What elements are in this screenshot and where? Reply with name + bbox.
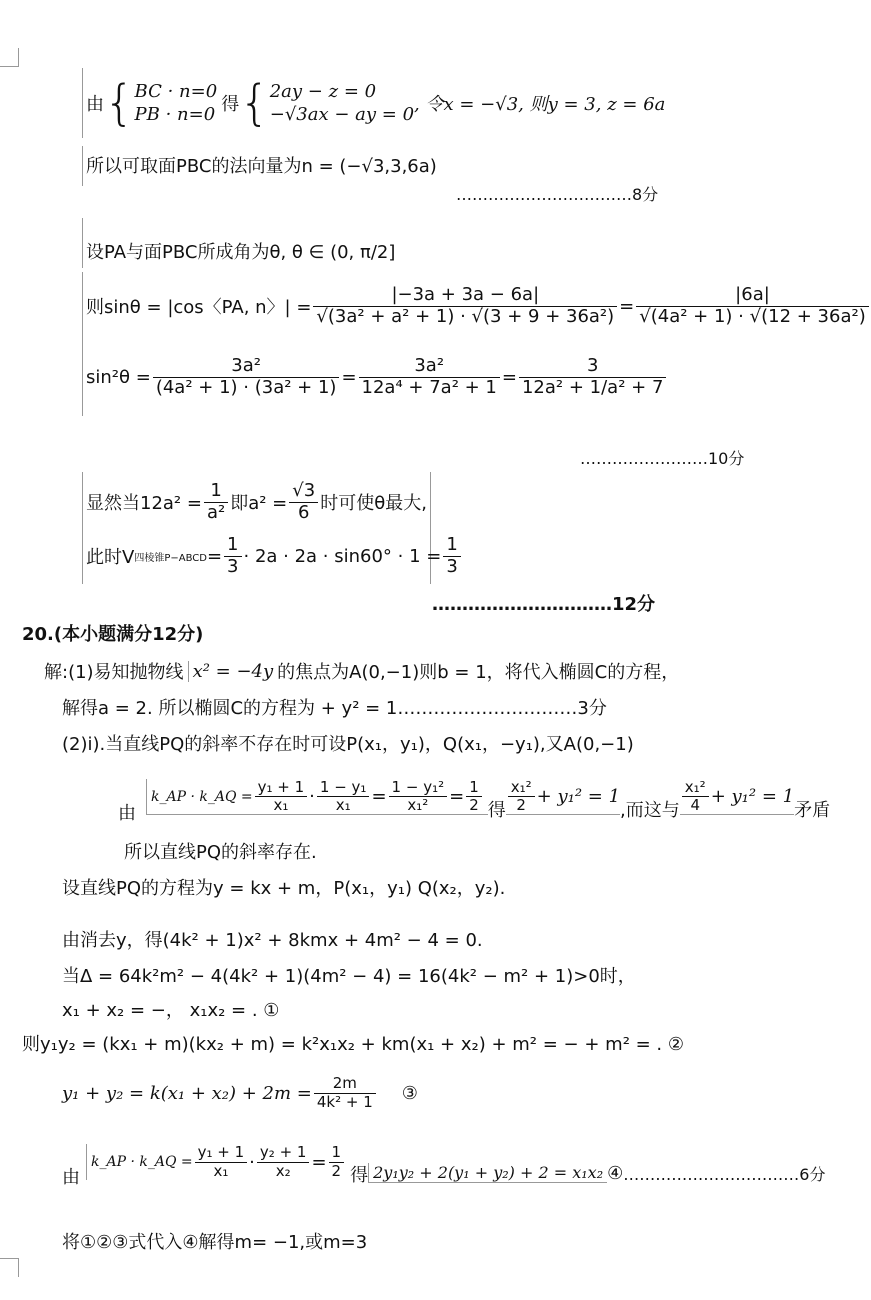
text: 即a² = bbox=[230, 493, 288, 514]
line-sin-theta bbox=[86, 278, 871, 334]
page-corner-mark bbox=[0, 48, 19, 67]
text: y₁ + y₂ = k(x₁ + x₂) + 2m = bbox=[62, 1082, 312, 1104]
text: 显然当12a² = bbox=[86, 493, 202, 514]
solution-line-1 bbox=[44, 658, 679, 684]
text: 此时V bbox=[86, 547, 135, 568]
equation: x² = −4y bbox=[188, 661, 274, 682]
text: 解:(1)易知抛物线 bbox=[44, 662, 184, 683]
text: ,而这与 bbox=[620, 800, 680, 821]
solution-line-10: 则y₁y₂ = (kx₁ + m)(kx₂ + m) = k²x₁x₂ + km(x₁ + x₂) + m² = − + m² = . ② bbox=[22, 1034, 685, 1055]
text: · 2a · 2a · sin60° · 1 = bbox=[243, 545, 442, 567]
text: 得 bbox=[350, 1165, 369, 1186]
text: = bbox=[371, 786, 387, 807]
solution-line-7: 由消去y，得(4k² + 1)x² + 8kmx + 4m² − 4 = 0. bbox=[62, 930, 483, 951]
fraction: $\frac{\text{y₁ + 1}}{\text{x₁}}$ bbox=[195, 1144, 248, 1180]
solution-line-8: 当Δ = 64k²m² − 4(4k² + 1)(4m² − 4) = 16(4k² − m² + 1)>0时， bbox=[62, 966, 636, 987]
text: + y₁² = 1 bbox=[536, 786, 621, 807]
fraction: $\frac{1}{3}$ bbox=[443, 535, 460, 577]
frame-line bbox=[82, 146, 83, 186]
text: k_AP · k_AQ = bbox=[151, 788, 253, 805]
text: ④ bbox=[607, 1162, 624, 1184]
fraction: $\frac{\text{y₁ + 1}}{\text{x₁}}$ bbox=[255, 779, 308, 815]
solution-line-5: 所以直线PQ的斜率存在. bbox=[124, 842, 317, 863]
question-20-title: 20.(本小题满分12分) bbox=[22, 624, 204, 645]
fraction: $\frac{1}{\text{a²}}$ bbox=[204, 481, 228, 523]
text: k_AP · k_AQ = bbox=[91, 1154, 193, 1170]
text: = bbox=[449, 786, 465, 807]
fraction: $\frac{2m}{\text{4k² + 1}}$ bbox=[314, 1075, 376, 1111]
text: · bbox=[249, 1151, 255, 1173]
line-max-condition bbox=[86, 478, 427, 526]
fraction: $\frac{\text{3a²}}{\text{12a⁴ + 7a² + 1}}$ bbox=[359, 356, 500, 398]
fraction: $\frac{1}{2}$ bbox=[329, 1144, 345, 1180]
text: 得 bbox=[487, 800, 506, 821]
line-sin2-theta bbox=[86, 346, 668, 408]
fraction: $\frac{1}{2}$ bbox=[466, 779, 482, 815]
score-10: ……………………10分 bbox=[580, 449, 745, 468]
line-volume bbox=[86, 532, 463, 580]
line-normal-vector: 所以可取面PBC的法向量为n = (−√3,3,6a) bbox=[86, 156, 437, 177]
fraction: $\frac{3}{\text{12a² + 1/a² + 7}}$ bbox=[519, 356, 666, 398]
text: ③ bbox=[401, 1082, 418, 1104]
frame-line bbox=[82, 68, 83, 138]
fraction: $\frac{\text{1 − y₁}}{\text{x₁}}$ bbox=[317, 779, 370, 815]
score-6: ……………………………6分 bbox=[623, 1164, 826, 1184]
text: 矛盾 bbox=[794, 800, 831, 821]
system-1: BC · n=0 PB · n=0 bbox=[134, 80, 218, 125]
text: = bbox=[311, 1151, 327, 1173]
line-normal-system bbox=[86, 70, 665, 136]
fraction: $\frac{\text{y₂ + 1}}{\text{x₂}}$ bbox=[257, 1144, 310, 1180]
brace: { bbox=[239, 75, 270, 131]
fraction: $\frac{√3}{6}$ bbox=[289, 481, 318, 523]
subscript: 四棱锥P−ABCD bbox=[134, 552, 207, 564]
text: 时可使θ最大, bbox=[320, 493, 427, 514]
solution-line-13: 将①②③式代入④解得m= −1,或m=3 bbox=[62, 1232, 368, 1253]
text: 的焦点为A(0,−1)则b = 1，将代入椭圆C的方程， bbox=[277, 662, 680, 683]
text: 则sinθ = |cos〈PA, n〉| = bbox=[86, 297, 312, 318]
fraction: $\frac{|6a|}{\text{√(4a² + 1) · √(12 + 36a²)}}$ bbox=[636, 285, 868, 327]
fraction: $\frac{\text{1 − y₁²}}{\text{x₁²}}$ bbox=[389, 779, 448, 815]
text: 由 bbox=[86, 94, 104, 115]
equation: 2y₁y₂ + 2(y₁ + y₂) + 2 = x₁x₂ bbox=[368, 1163, 607, 1183]
text: + y₁² = 1 bbox=[710, 786, 795, 807]
frame-line bbox=[82, 272, 83, 340]
text: · bbox=[309, 786, 315, 807]
solution-line-6: 设直线PQ的方程为y = kx + m，P(x₁，y₁) Q(x₂，y₂). bbox=[62, 878, 506, 899]
text: = bbox=[501, 366, 517, 388]
text: sin²θ = bbox=[86, 366, 151, 388]
solution-line-12 bbox=[62, 1134, 825, 1190]
text: 由 bbox=[118, 803, 136, 824]
fraction: $\frac{\text{3a²}}{\text{(4a² + 1) · (3a² + 1)}}$ bbox=[153, 356, 340, 398]
solution-line-3: (2)i).当直线PQ的斜率不存在时可设P(x₁，y₁)，Q(x₁，−y₁),又A(0,−1) bbox=[62, 734, 634, 755]
text: 得 bbox=[221, 94, 240, 115]
frame-line bbox=[82, 472, 83, 584]
line-angle-def: 设PA与面PBC所成角为θ, θ ∈ (0, π/2] bbox=[86, 242, 396, 263]
fraction: $\frac{1}{3}$ bbox=[224, 535, 241, 577]
score-8: ……………………………8分 bbox=[456, 185, 659, 204]
solution-line-2: 解得a = 2. 所以椭圆C的方程为 + y² = 1…………………………3分 bbox=[62, 698, 607, 719]
fraction: $\frac{\text{x₁²}}{2}$ bbox=[508, 779, 535, 815]
text: = bbox=[341, 366, 357, 388]
system-2: 2ay − z = 0 −√3ax − ay = 0 bbox=[269, 80, 415, 125]
frame-line bbox=[82, 340, 83, 416]
brace: { bbox=[104, 75, 135, 131]
score-12: …………………………12分 bbox=[432, 594, 656, 615]
text: = bbox=[206, 545, 223, 567]
solution-line-4 bbox=[118, 766, 830, 828]
text: , 令x = −√3, 则y = 3, z = 6a bbox=[414, 94, 666, 115]
text: = bbox=[619, 295, 635, 317]
frame-line bbox=[82, 218, 83, 268]
page-corner-mark bbox=[0, 1258, 19, 1277]
text: 由 bbox=[62, 1167, 80, 1188]
solution-line-9: x₁ + x₂ = −， x₁x₂ = . ① bbox=[62, 1000, 280, 1021]
fraction: $\frac{|-3a + 3a - 6a|}{\text{√(3a² + a² + 1) · √(3 + 9 + 36a²)}}$ bbox=[313, 285, 617, 327]
solution-line-11 bbox=[62, 1066, 418, 1120]
fraction: $\frac{\text{x₁²}}{4}$ bbox=[682, 779, 709, 815]
